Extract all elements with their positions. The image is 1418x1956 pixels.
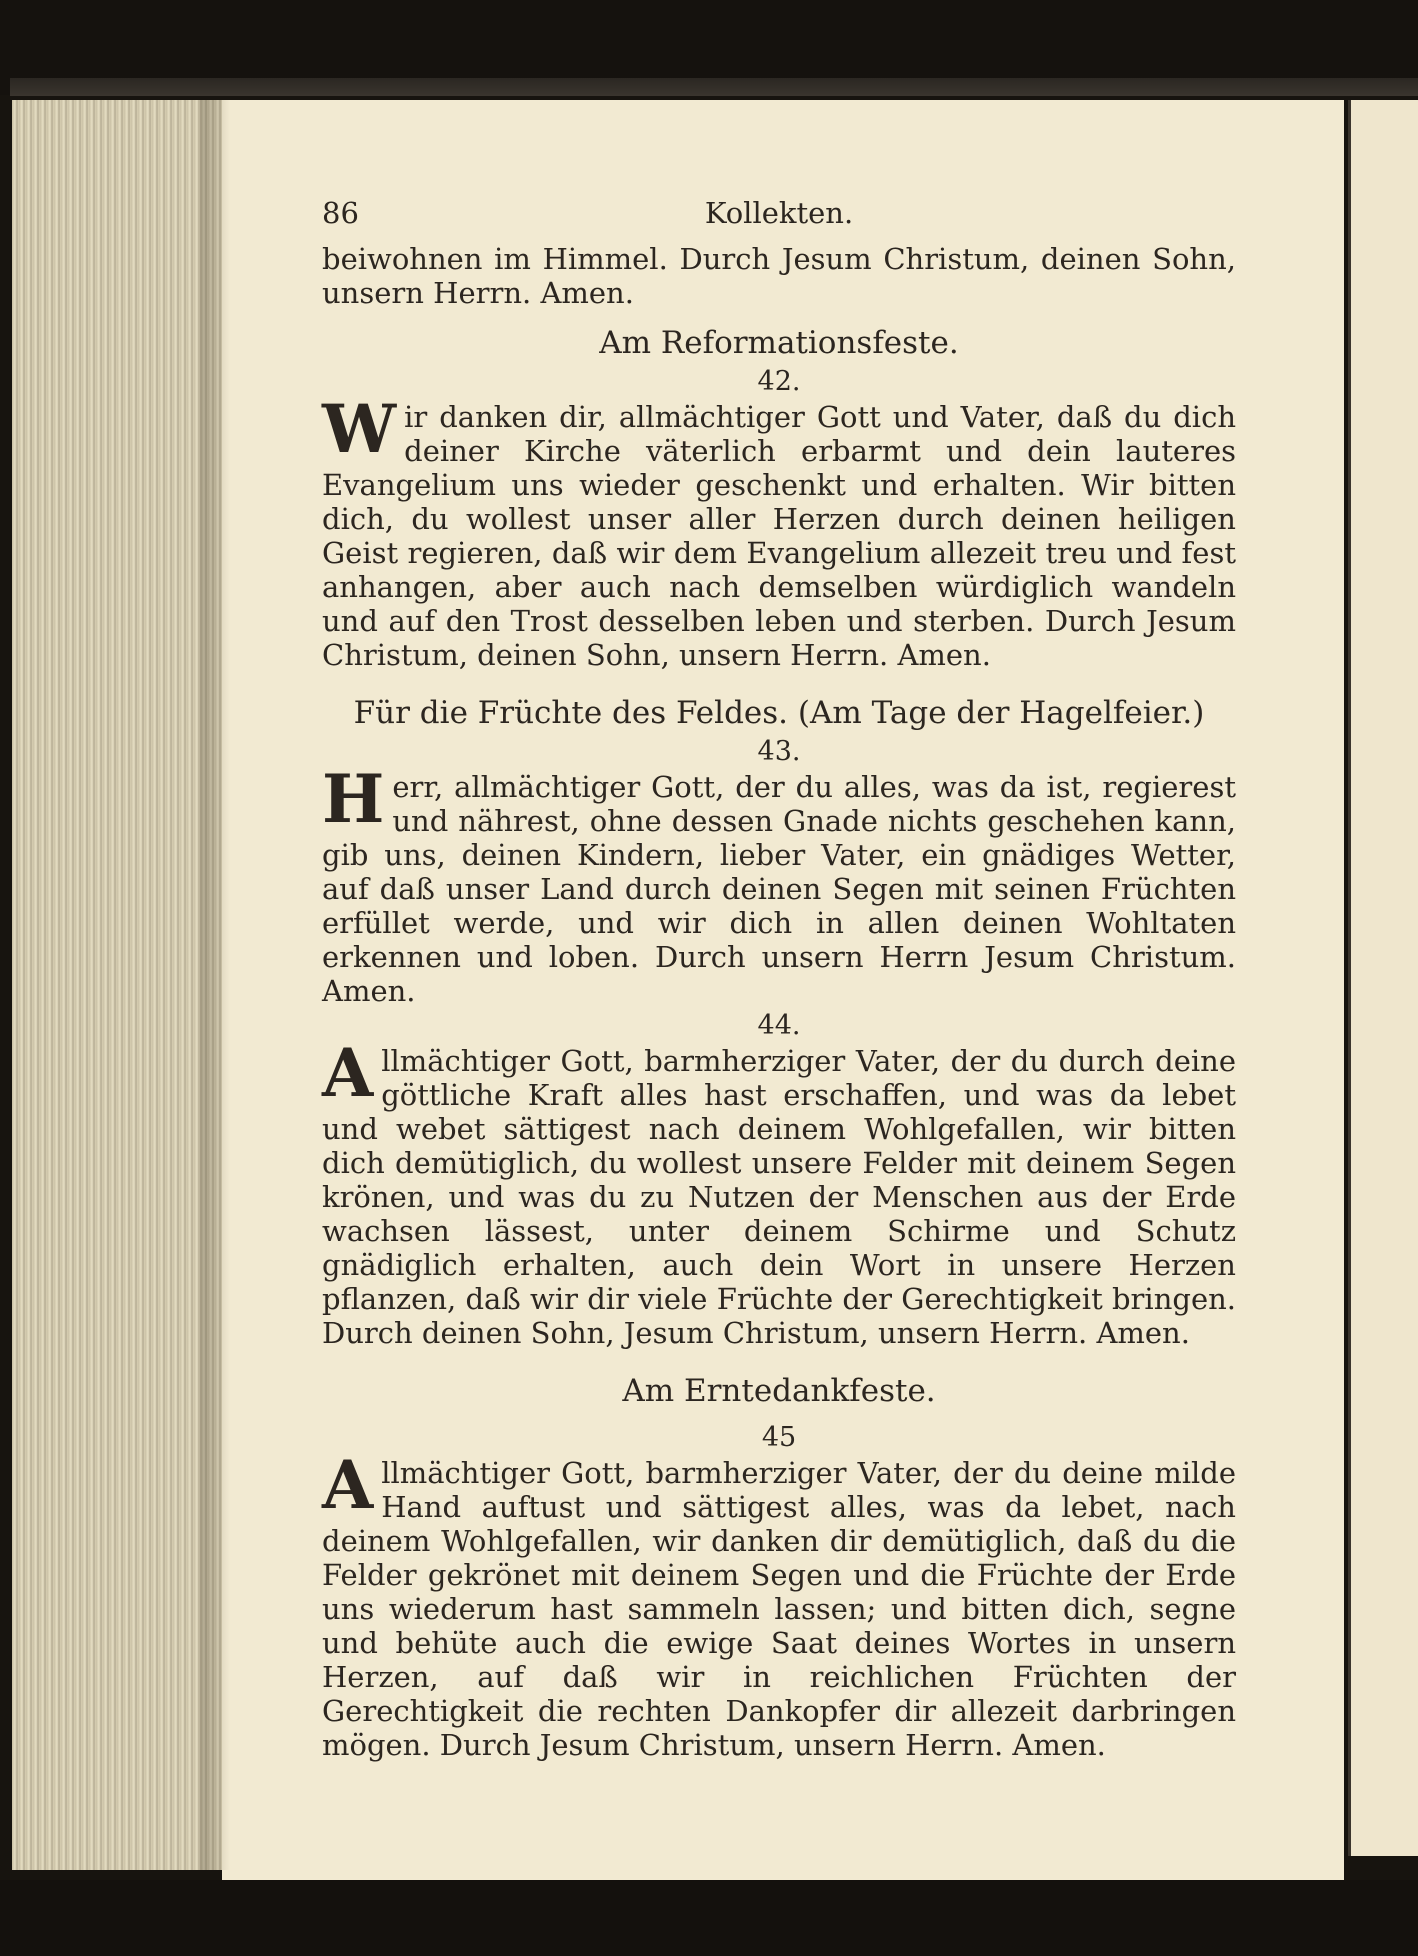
facing-page-edge bbox=[1348, 100, 1418, 1856]
prayer-number-44: 44. bbox=[757, 1010, 801, 1041]
backdrop-bottom bbox=[0, 1880, 1418, 1956]
gutter-shadow bbox=[200, 100, 230, 1870]
prayer-42 bbox=[322, 390, 1236, 672]
prayer-number-42: 42. bbox=[757, 366, 801, 397]
drop-initial: W bbox=[322, 390, 397, 468]
prayer-text: err, allmächtiger Gott, der du alles, was da ist, regierest und nährest, ohne dessen Gnade nichts geschehen kann, gib uns, deinen Kindern, lieber Vater, ein gnädiges Wetter, auf daß unser Land durch deinen Segen mit seinen Früchten erfüllet werde, und wir dich in allen deinen Wohltaten erkennen und loben. Durch unsern Herrn Jesum Christum. Amen. bbox=[322, 770, 1236, 1008]
section-heading-harvest-fields: Für die Früchte des Feldes. (Am Tage der Hagelfeier.) bbox=[353, 695, 1205, 731]
prayer-number-45: 45 bbox=[761, 1422, 797, 1453]
drop-initial: H bbox=[322, 760, 385, 838]
prayer-text: llmächtiger Gott, barmherziger Vater, der du durch deine göttliche Kraft alles hast erschaffen, und was da lebet und webet sättigest nach deinem Wohlgefallen, wir bitten dich demütiglich, du wollest unsere Felder mit deinem Segen krönen, und was du zu Nutzen der Menschen aus der Erde wachsen lässest, unter deinem Schirme und Schutz gnädiglich erhalten, auch dein Wort in unsere Herzen pflanzen, daß wir dir viele Früchte der Gerechtigkeit bringen. Durch deinen Sohn, Jesum Christum, unsern Herrn. Amen. bbox=[322, 1044, 1236, 1350]
page-edges bbox=[12, 100, 224, 1870]
prayer-45 bbox=[322, 1446, 1236, 1762]
drop-initial: A bbox=[322, 1446, 374, 1524]
section-heading-reformation: Am Reformationsfeste. bbox=[599, 325, 959, 361]
prayer-text: ir danken dir, allmächtiger Gott und Vater, daß du dich deiner Kirche väterlich erbarmt und dein lauteres Evangelium uns wieder geschenkt und erhalten. Wir bitten dich, du wollest unser aller Herzen durch deinen heiligen Geist regieren, daß wir dem Evangelium allezeit treu und fest anhangen, aber auch nach demselben würdiglich wandeln und auf den Trost desselben leben und sterben. Durch Jesum Christum, deinen Sohn, unsern Herrn. Amen. bbox=[322, 400, 1236, 672]
page-header bbox=[322, 196, 1236, 232]
prayer-text: llmächtiger Gott, barmherziger Vater, der du deine milde Hand auftust und sättigest alles, was da lebet, nach deinem Wohlgefallen, wir danken dir demütiglich, daß du die Felder gekrönet mit deinem Segen und die Früchte der Erde uns wiederum hast sammeln lassen; und bitten dich, segne und behüte auch die ewige Saat deines Wortes in unsern Herzen, auf daß wir in reichlichen Früchten der Gerechtigkeit die rechten Dankopfer dir allezeit darbringen mögen. Durch Jesum Christum, unsern Herrn. Amen. bbox=[322, 1456, 1236, 1762]
continuation-text: beiwohnen im Himmel. Durch Jesum Christum, deinen Sohn, unsern Herrn. Amen. bbox=[322, 242, 1236, 310]
prayer-number-43: 43. bbox=[757, 736, 801, 767]
running-head: Kollekten. bbox=[704, 196, 854, 230]
book-cover-edge bbox=[10, 78, 1418, 96]
drop-initial: A bbox=[322, 1034, 374, 1112]
page-content bbox=[322, 196, 1236, 1762]
prayer-43 bbox=[322, 760, 1236, 1008]
prayer-44 bbox=[322, 1034, 1236, 1350]
page-number: 86 bbox=[322, 196, 359, 230]
section-heading-thanksgiving: Am Erntedankfeste. bbox=[622, 1373, 936, 1409]
